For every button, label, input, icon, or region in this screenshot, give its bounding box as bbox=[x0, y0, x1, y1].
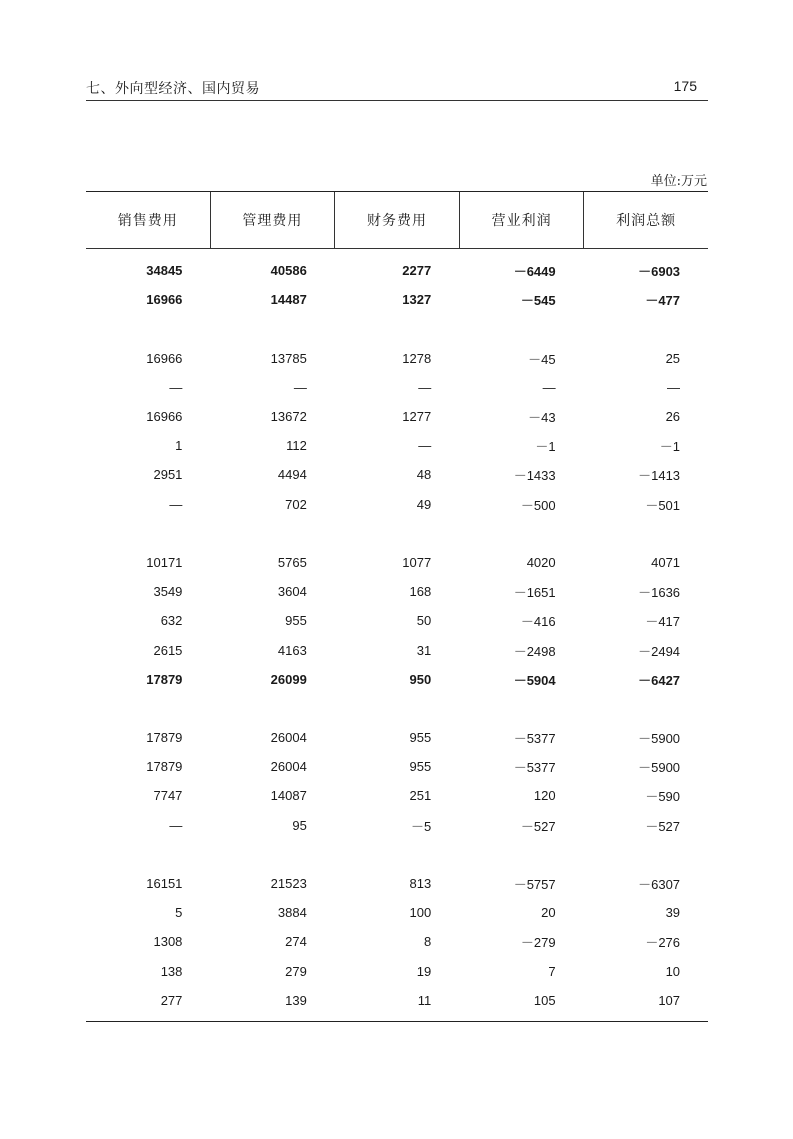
table-cell: — bbox=[542, 379, 556, 395]
table-cell: — bbox=[169, 379, 183, 395]
table-row bbox=[86, 723, 708, 752]
table-cell: 1308 bbox=[153, 934, 183, 950]
table-row bbox=[86, 490, 708, 519]
table-body bbox=[86, 249, 708, 1015]
page-number: 175 bbox=[673, 78, 697, 94]
table-cell: 274 bbox=[285, 934, 307, 950]
header-rule bbox=[86, 100, 708, 101]
table-cell: 3884 bbox=[277, 905, 307, 921]
table-cell: 14487 bbox=[270, 292, 307, 308]
table-cell: 50 bbox=[416, 613, 432, 629]
table-cell: 2615 bbox=[153, 642, 183, 658]
table-row bbox=[86, 344, 708, 373]
table-cell: 1327 bbox=[402, 292, 432, 308]
table-cell: 16966 bbox=[146, 409, 183, 425]
table-cell: 7 bbox=[548, 963, 556, 979]
table-row bbox=[86, 811, 708, 840]
table-cell: 251 bbox=[409, 788, 432, 804]
table-row bbox=[86, 665, 708, 694]
table-cell: －500 bbox=[520, 497, 556, 513]
table-cell: －1 bbox=[535, 439, 556, 455]
table-spacer-row bbox=[86, 519, 708, 548]
table-cell: 120 bbox=[533, 788, 556, 804]
table-cell: －1413 bbox=[638, 468, 681, 484]
table-cell: 40586 bbox=[270, 263, 307, 279]
table-row bbox=[86, 869, 708, 898]
table-cell: －279 bbox=[520, 935, 556, 951]
table-cell: 1278 bbox=[402, 350, 432, 366]
table-row bbox=[86, 986, 708, 1015]
table-spacer-row bbox=[86, 694, 708, 723]
table-cell: －2494 bbox=[638, 643, 681, 659]
table-row bbox=[86, 460, 708, 489]
table-cell: 955 bbox=[285, 613, 307, 629]
table-row bbox=[86, 373, 708, 402]
table-cell: 950 bbox=[409, 671, 432, 687]
table-cell: －5377 bbox=[513, 731, 556, 747]
table-cell: 168 bbox=[409, 584, 432, 600]
table-cell: 5 bbox=[175, 905, 183, 921]
table-cell: — bbox=[418, 379, 432, 395]
table-cell: 11 bbox=[417, 992, 432, 1008]
table-cell: 13672 bbox=[270, 409, 307, 425]
table-cell: 26099 bbox=[270, 671, 307, 687]
table-cell: 16151 bbox=[146, 876, 183, 892]
unit-label: 单位:万元 bbox=[650, 174, 707, 189]
column-header-sales-expense: 销售费用 bbox=[86, 192, 211, 248]
running-title: 七、外向型经济、国内贸易 bbox=[86, 81, 260, 97]
column-header-operating-profit: 营业利润 bbox=[460, 192, 585, 248]
table-cell: －5904 bbox=[513, 672, 556, 688]
table-cell: 10171 bbox=[146, 554, 183, 570]
bottom-rule bbox=[86, 1021, 708, 1022]
table-cell: 4163 bbox=[277, 642, 307, 658]
table-cell: 5765 bbox=[277, 554, 307, 570]
table-cell: — bbox=[169, 817, 183, 833]
table-cell: 25 bbox=[665, 350, 681, 366]
column-header-total-profit: 利润总额 bbox=[616, 213, 677, 229]
table-cell: －5900 bbox=[638, 731, 681, 747]
table-row bbox=[86, 548, 708, 577]
table-cell: －6427 bbox=[638, 672, 681, 688]
table-row bbox=[86, 606, 708, 635]
table-cell: 955 bbox=[409, 759, 432, 775]
table-header bbox=[86, 191, 708, 249]
table-cell: －416 bbox=[520, 614, 556, 630]
table-cell: — bbox=[169, 496, 183, 512]
table-cell: 2951 bbox=[153, 467, 183, 483]
table-row bbox=[86, 781, 708, 810]
table-cell: — bbox=[667, 379, 681, 395]
table-spacer-row bbox=[86, 840, 708, 869]
table-cell: 17879 bbox=[146, 671, 183, 687]
table-cell: — bbox=[293, 379, 307, 395]
table-cell: 13785 bbox=[270, 350, 307, 366]
table-row bbox=[86, 285, 708, 314]
table-cell: 138 bbox=[160, 963, 183, 979]
table-cell: 4071 bbox=[651, 554, 681, 570]
table-cell: 19 bbox=[416, 963, 432, 979]
table-row bbox=[86, 635, 708, 664]
table-cell: 702 bbox=[285, 496, 307, 512]
table-cell: 277 bbox=[160, 992, 183, 1008]
table-cell: 49 bbox=[416, 496, 432, 512]
table-cell: 100 bbox=[409, 905, 432, 921]
table-row bbox=[86, 431, 708, 460]
table-row bbox=[86, 577, 708, 606]
table-cell: －1636 bbox=[638, 585, 681, 601]
table-cell: 48 bbox=[416, 467, 432, 483]
table-cell: 632 bbox=[160, 613, 183, 629]
table-cell: 16966 bbox=[146, 350, 183, 366]
table-spacer-row bbox=[86, 314, 708, 343]
table-cell: 31 bbox=[416, 642, 432, 658]
table-cell: －6903 bbox=[638, 264, 681, 280]
table-cell: 26004 bbox=[270, 759, 307, 775]
table-cell: 955 bbox=[409, 730, 432, 746]
table-cell: －477 bbox=[645, 293, 681, 309]
table-cell: 26004 bbox=[270, 730, 307, 746]
table-cell: 3549 bbox=[153, 584, 183, 600]
table-cell: －43 bbox=[528, 410, 556, 426]
table-cell: 1 bbox=[175, 438, 183, 454]
table-cell: －276 bbox=[645, 935, 681, 951]
table-cell: －417 bbox=[645, 614, 681, 630]
table-cell: 1077 bbox=[402, 554, 432, 570]
table-cell: 34845 bbox=[146, 263, 183, 279]
table-cell: －6449 bbox=[513, 264, 556, 280]
table-row bbox=[86, 256, 708, 285]
table-cell: 14087 bbox=[270, 788, 307, 804]
table-cell: －5 bbox=[410, 818, 432, 834]
table-cell: 105 bbox=[533, 992, 556, 1008]
table-cell: 3604 bbox=[277, 584, 307, 600]
table-row bbox=[86, 752, 708, 781]
table-cell: 17879 bbox=[146, 730, 183, 746]
table-cell: 107 bbox=[658, 992, 681, 1008]
data-table bbox=[86, 191, 708, 1015]
table-cell: －527 bbox=[520, 818, 556, 834]
table-cell: 8 bbox=[423, 934, 432, 950]
table-cell: 21523 bbox=[270, 876, 307, 892]
table-row bbox=[86, 927, 708, 956]
table-cell: －545 bbox=[520, 293, 556, 309]
table-row bbox=[86, 957, 708, 986]
table-cell: 1277 bbox=[402, 409, 432, 425]
table-cell: 39 bbox=[665, 905, 681, 921]
column-header-admin-expense: 管理费用 bbox=[211, 192, 336, 248]
table-cell: －590 bbox=[645, 789, 681, 805]
table-cell: －6307 bbox=[638, 877, 681, 893]
table-cell: －1 bbox=[659, 439, 681, 455]
table-cell: 10 bbox=[665, 963, 681, 979]
table-cell: 20 bbox=[541, 905, 556, 921]
table-cell: －527 bbox=[645, 818, 681, 834]
table-cell: －1433 bbox=[513, 468, 556, 484]
table-cell: 17879 bbox=[146, 759, 183, 775]
table-cell: 26 bbox=[665, 409, 681, 425]
table-cell: －1651 bbox=[513, 585, 556, 601]
table-cell: 279 bbox=[285, 963, 307, 979]
table-row bbox=[86, 898, 708, 927]
table-cell: －45 bbox=[528, 351, 556, 367]
column-header-finance-expense: 财务费用 bbox=[335, 192, 460, 248]
table-cell: 4494 bbox=[277, 467, 307, 483]
table-cell: 16966 bbox=[146, 292, 183, 308]
table-cell: 112 bbox=[286, 438, 307, 454]
table-cell: －2498 bbox=[513, 643, 556, 659]
table-row bbox=[86, 402, 708, 431]
table-cell: －5900 bbox=[638, 760, 681, 776]
table-cell: — bbox=[418, 438, 432, 454]
table-cell: －5757 bbox=[513, 877, 556, 893]
table-cell: －501 bbox=[645, 497, 681, 513]
table-cell: 2277 bbox=[402, 263, 432, 279]
table-cell: 4020 bbox=[526, 554, 556, 570]
table-cell: 95 bbox=[292, 817, 307, 833]
table-cell: －5377 bbox=[513, 760, 556, 776]
table-cell: 139 bbox=[285, 992, 307, 1008]
table-cell: 7747 bbox=[153, 788, 183, 804]
table-cell: 813 bbox=[409, 876, 432, 892]
